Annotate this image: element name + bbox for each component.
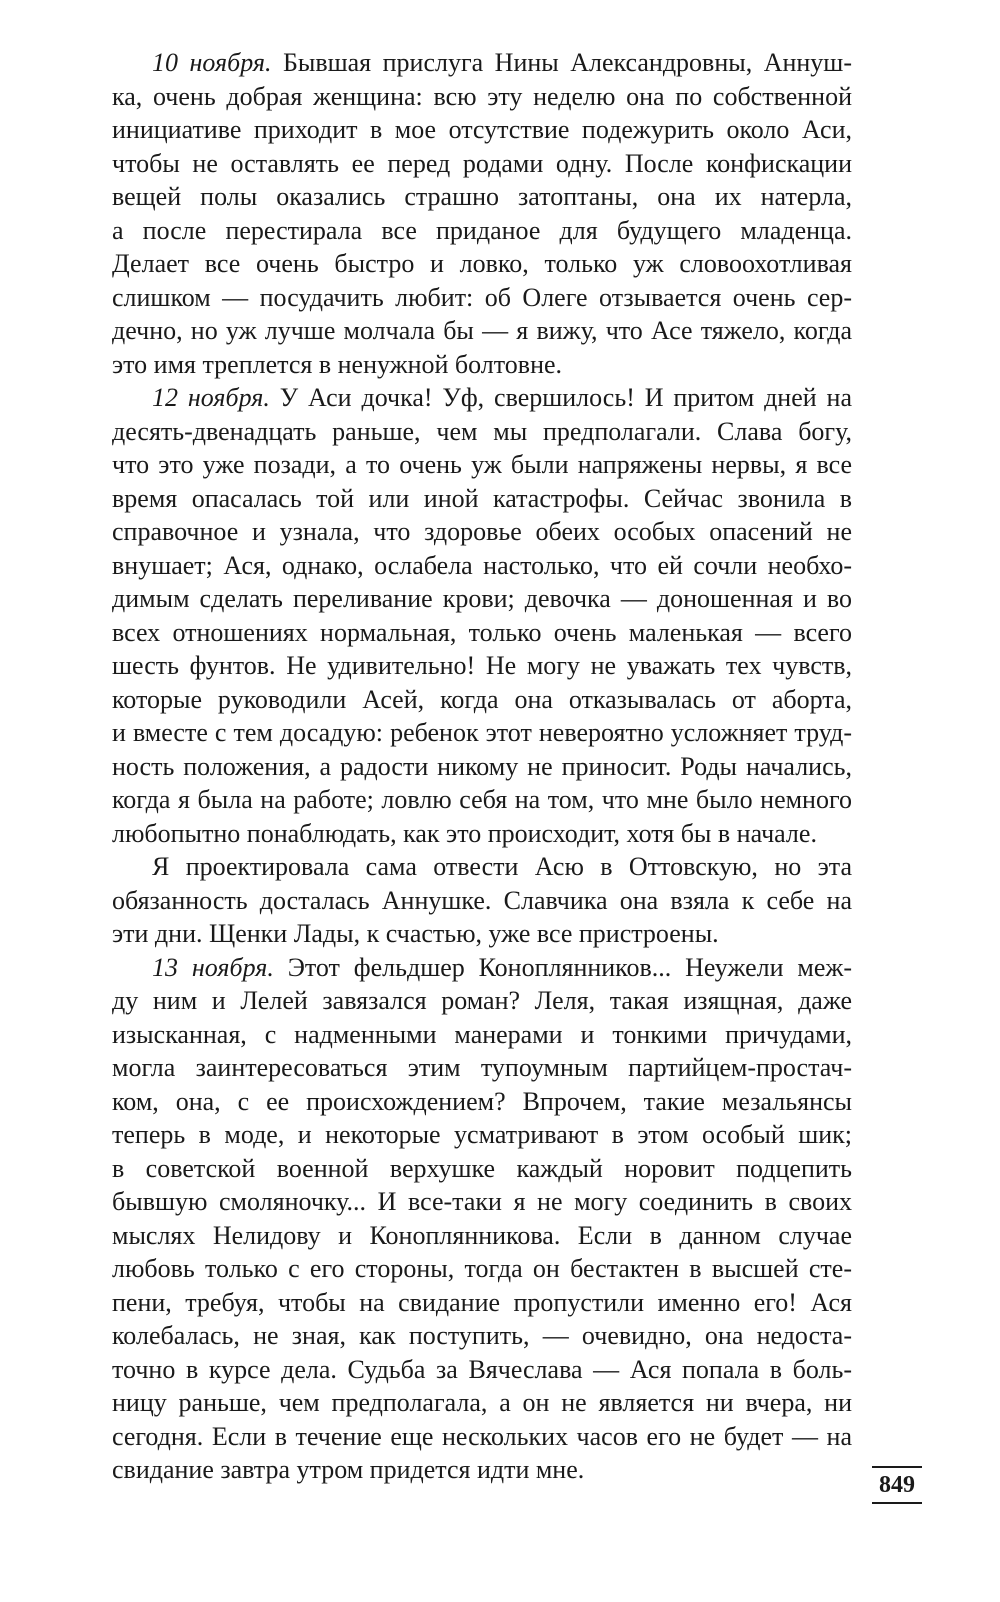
text-line: время опасалась той или иной катастрофы. Сейчас звонила в xyxy=(112,483,852,513)
text-line: шесть фунтов. Не удивительно! Не могу не уважать тех чувств, xyxy=(112,651,852,680)
entry-date: 10 ноября. xyxy=(152,48,272,77)
text-line: ду ним и Лелей завязался роман? Леля, такая изящная, даже xyxy=(112,986,852,1015)
text-line: колебалась, не зная, как поступить, — очевидно, она недоста- xyxy=(112,1321,852,1350)
text-line: могла заинтересоваться этим тупоумным партийцем-простач- xyxy=(112,1053,852,1082)
text-line: пени, требуя, чтобы на свидание пропустили именно его! Ася xyxy=(112,1287,852,1317)
text-line: это имя треплется в ненужной болтовне. xyxy=(112,349,563,379)
paragraph-nov-13 xyxy=(112,951,852,1487)
text-line: ницу раньше, чем предполагала, а он не является ни вчера, ни xyxy=(112,1388,852,1417)
text-line: дечно, но уж лучше молчала бы — я вижу, что Асе тяжело, когда xyxy=(112,316,852,345)
text-line: димым сделать переливание крови; девочка — доношенная и во xyxy=(112,584,852,613)
text-line: инициативе приходит в мое отсутствие подежурить около Аси, xyxy=(112,115,852,144)
text-line: чтобы не оставлять ее перед родами одну. После конфискации xyxy=(112,148,852,178)
paragraph-continuation xyxy=(112,850,852,951)
text-line: эти дни. Щенки Лады, к счастью, уже все пристроены. xyxy=(112,919,719,948)
text-line: справочное и узнала, что здоровье обеих особых опасений не xyxy=(112,517,852,546)
text-line: любовь только с его стороны, тогда он бестактен в высшей сте- xyxy=(112,1254,852,1283)
text-line: а после перестирала все приданое для будущего младенца. xyxy=(112,215,852,245)
paragraph-nov-10 xyxy=(112,46,852,381)
text-line: слишком — посудачить любит: об Олеге отзывается очень сер- xyxy=(112,282,852,312)
text-line: в советской военной верхушке каждый норовит подцепить xyxy=(112,1153,852,1183)
entry-date: 12 ноября. xyxy=(152,383,270,412)
page-number-block xyxy=(872,1466,922,1504)
text-line: сегодня. Если в течение еще нескольких часов его не будет — на xyxy=(112,1421,852,1451)
text-line: теперь в моде, и некоторые усматривают в этом особый шик; xyxy=(112,1120,852,1149)
text-line: любопытно понаблюдать, как это происходит, хотя бы в начале. xyxy=(112,818,817,848)
text-line: изысканная, с надменными манерами и тонкими причудами, xyxy=(112,1019,852,1049)
text-fragment: У Аси дочка! Уф, свершилось! И притом дней на xyxy=(269,383,852,412)
page-number: 849 xyxy=(879,1472,915,1498)
text-line: свидание завтра утром придется идти мне. xyxy=(112,1455,585,1484)
text-line: и вместе с тем досадую: ребенок этот невероятно усложняет труд- xyxy=(112,718,852,747)
paragraph-nov-12 xyxy=(112,381,852,850)
text-line: точно в курсе дела. Судьба за Вячеслава — Ася попала в боль- xyxy=(112,1354,852,1384)
text-line: Делает все очень быстро и ловко, только уж словоохотливая xyxy=(112,249,852,278)
text-line: что это уже позади, а то очень уж были напряжены нервы, я все xyxy=(112,450,852,479)
text-line xyxy=(112,951,852,985)
text-line: бывшую смоляночку... И все-таки я не могу соединить в своих xyxy=(112,1187,852,1216)
text-line: десять-двенадцать раньше, чем мы предполагали. Слава богу, xyxy=(112,416,852,446)
folio-rule-bottom xyxy=(872,1502,922,1504)
text-line: всех отношениях нормальная, только очень маленькая — всего xyxy=(112,617,852,647)
text-line: мыслях Нелидову и Коноплянникова. Если в данном случае xyxy=(112,1220,852,1250)
text-line: ность положения, а радости никому не приносит. Роды начались, xyxy=(112,751,852,781)
text-line: вещей полы оказались страшно затоптаны, она их натерла, xyxy=(112,182,852,211)
text-fragment: Бывшая прислуга Нины Александровны, Аннуш- xyxy=(271,48,852,77)
text-line: которые руководили Асей, когда она отказывалась от аборта, xyxy=(112,684,852,714)
text-line xyxy=(112,46,852,80)
text-line: ком, она, с ее происхождением? Впрочем, такие мезальянсы xyxy=(112,1086,852,1116)
page-body xyxy=(112,46,852,1487)
text-line: обязанность досталась Аннушке. Славчика она взяла к себе на xyxy=(112,885,852,915)
text-fragment: Этот фельдшер Коноплянников... Неужели меж- xyxy=(273,952,852,982)
text-line: когда я была на работе; ловлю себя на том, что мне было немного xyxy=(112,785,852,814)
entry-date: 13 ноября. xyxy=(152,952,274,982)
text-line: внушает; Ася, однако, ослабела настолько, что ей сочли необхо- xyxy=(112,550,852,580)
text-line: Я проектировала сама отвести Асю в Оттовскую, но эта xyxy=(152,852,852,881)
text-line xyxy=(112,381,852,415)
text-line: ка, очень добрая женщина: всю эту неделю она по собственной xyxy=(112,81,852,111)
